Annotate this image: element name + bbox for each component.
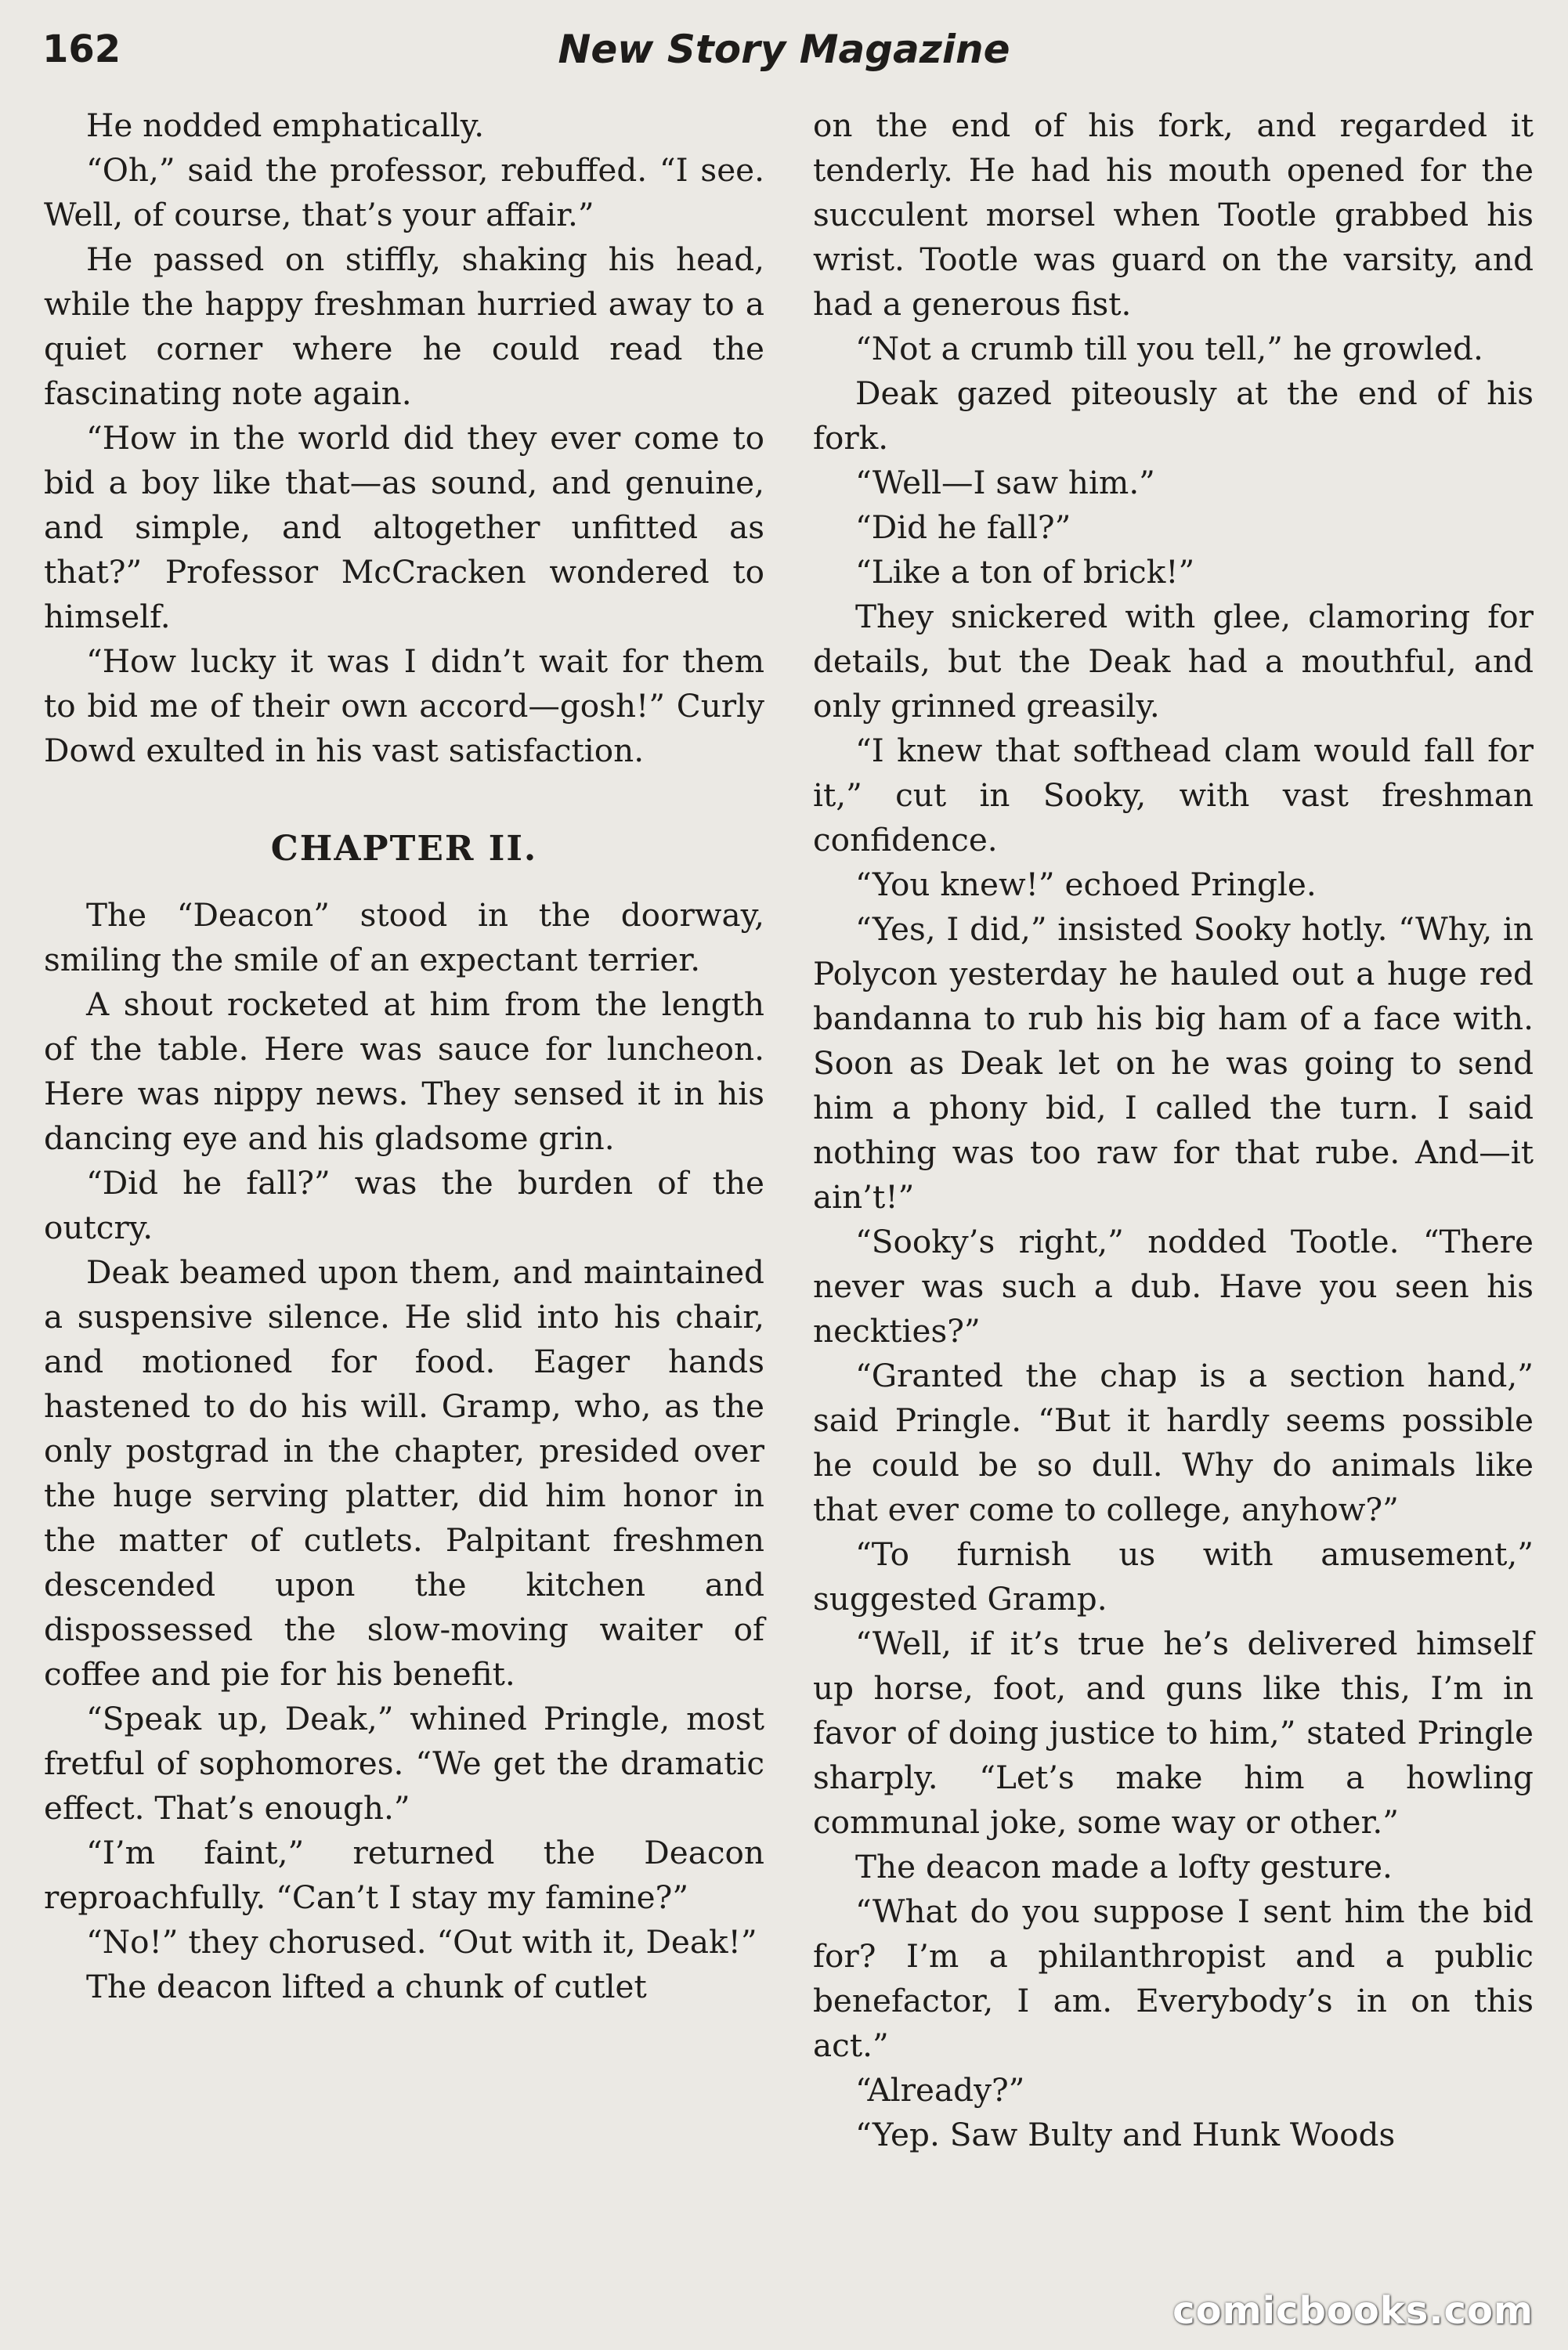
paragraph: “What do you suppose I sent him the bid for? I’m a philanthropist and a public benefactor, I am. Everybody’s in on this act.” <box>813 1893 1534 2064</box>
watermark: comicbooks.com <box>1172 2289 1534 2333</box>
page-number: 162 <box>42 27 121 71</box>
paragraph: “To furnish us with amusement,” suggested Gramp. <box>813 1535 1534 1618</box>
paragraph: Deak beamed upon them, and maintained a suspensive silence. He slid into his chair, and motioned for food. Eager hands hastened to do his will. Gramp, who, as the only postgrad in the chapter, presided over the huge serving platter, did him honor in the matter of cutlets. Palpitant freshmen descended upon the kitchen and dispossessed the slow-moving waiter of coffee and pie for his benefit. <box>44 1253 764 1693</box>
paragraph-continued: on the end of his fork, and regarded it tenderly. He had his mouth opened for the succulent morsel when Tootle grabbed his wrist. Tootle was guard on the varsity, and had a generous fist. <box>813 107 1534 323</box>
paragraph: The “Deacon” stood in the doorway, smiling the smile of an expectant terrier. <box>44 896 764 978</box>
paragraph: “Granted the chap is a section hand,” said Pringle. “But it hardly seems possible he could be so dull. Why do animals like that ever come to college, anyhow?” <box>813 1357 1534 1528</box>
left-column <box>44 103 764 2009</box>
paragraph: “Did he fall?” <box>855 508 1071 546</box>
paragraph: He nodded emphatically. <box>86 107 485 144</box>
paragraph: “Sooky’s right,” nodded Tootle. “There never was such a dub. Have you seen his neckties?” <box>813 1223 1534 1350</box>
paragraph: The deacon made a lofty gesture. <box>855 1848 1393 1885</box>
paragraph: “You knew!” echoed Pringle. <box>855 866 1317 903</box>
paragraph: “No!” they chorused. “Out with it, Deak!” <box>86 1923 757 1961</box>
paragraph: Deak gazed piteously at the end of his fork. <box>813 374 1534 457</box>
paragraph: “How in the world did they ever come to bid a boy like that—as sound, and genuine, and simple, and altogether unfitted as that?” Professor McCracken wondered to himself. <box>44 419 764 635</box>
paragraph: “I’m faint,” returned the Deacon reproachfully. “Can’t I stay my famine?” <box>44 1834 764 1916</box>
paragraph: “Yes, I did,” insisted Sooky hotly. “Why, in Polycon yesterday he hauled out a huge red bandanna to rub his big ham of a face with. Soon as Deak let on he was going to send him a phony bid, I called the turn. I said nothing was too raw for that rube. And—it ain’t!” <box>813 910 1534 1216</box>
paragraph: He passed on stiffly, shaking his head, while the happy freshman hurried away to a quiet corner where he could read the fascinating note again. <box>44 240 764 412</box>
paragraph: “Well—I saw him.” <box>855 464 1155 501</box>
paragraph: “Did he fall?” was the burden of the outcry. <box>44 1164 764 1246</box>
paragraph: “Oh,” said the professor, rebuffed. “I see. Well, of course, that’s your affair.” <box>44 151 764 233</box>
paragraph: They snickered with glee, clamoring for details, but the Deak had a mouthful, and only grinned greasily. <box>813 598 1534 725</box>
chapter-heading: CHAPTER II. <box>270 829 538 869</box>
paragraph: The deacon lifted a chunk of cutlet <box>86 1968 647 2005</box>
paragraph: “Yep. Saw Bulty and Hunk Woods <box>855 2116 1396 2153</box>
paragraph: “Speak up, Deak,” whined Pringle, most fretful of sophomores. “We get the dramatic effect. That’s enough.” <box>44 1700 764 1827</box>
page-header <box>42 22 1526 77</box>
paragraph: “I knew that softhead clam would fall for it,” cut in Sooky, with vast freshman confidence. <box>813 732 1534 859</box>
paragraph: “How lucky it was I didn’t wait for them to bid me of their own accord—gosh!” Curly Dowd exulted in his vast satisfaction. <box>44 642 764 769</box>
magazine-title: New Story Magazine <box>558 27 1010 72</box>
right-column <box>813 103 1534 2157</box>
paragraph: “Well, if it’s true he’s delivered himself up horse, foot, and guns like this, I’m in favor of doing justice to him,” stated Pringle sharply. “Let’s make him a howling communal joke, some way or other.” <box>813 1625 1534 1841</box>
paragraph: “Already?” <box>855 2071 1025 2109</box>
paragraph: “Not a crumb till you tell,” he growled. <box>855 330 1483 367</box>
paragraph: A shout rocketed at him from the length of the table. Here was sauce for luncheon. Here was nippy news. They sensed it in his dancing eye and his gladsome grin. <box>44 985 764 1157</box>
paragraph: “Like a ton of brick!” <box>855 553 1195 591</box>
